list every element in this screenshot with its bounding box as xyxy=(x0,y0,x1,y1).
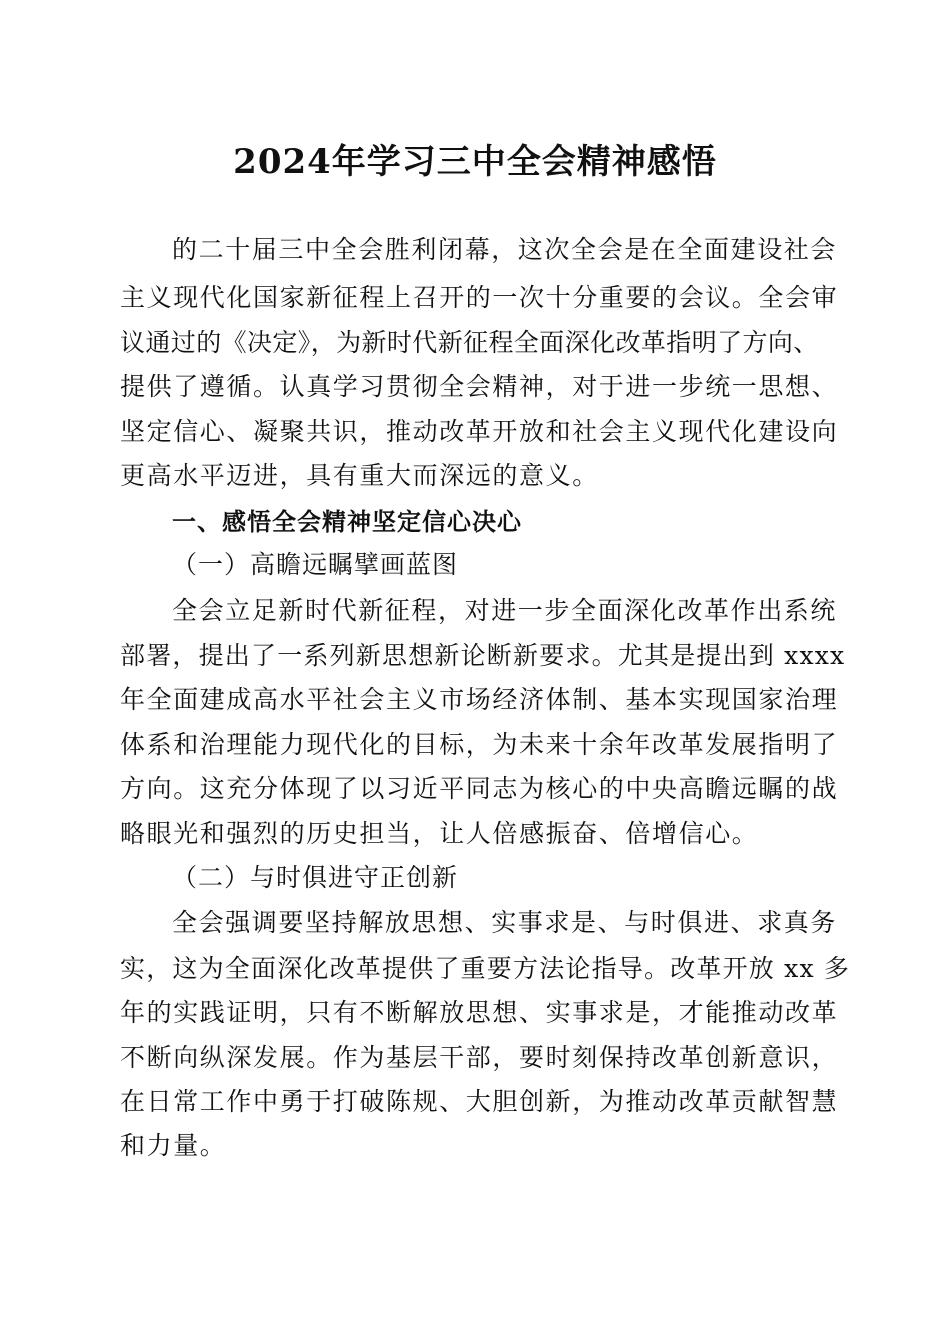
paragraph-line: 年全面建成高水平社会主义市场经济体制、基本实现国家治理 xyxy=(120,685,839,714)
paragraph-line: 和力量。 xyxy=(120,1131,227,1160)
subsection-heading: （二）与时俱进守正创新 xyxy=(172,863,459,892)
document-title: 2024年学习三中全会精神感悟 xyxy=(233,142,717,182)
subsection-heading: （一）高瞻远瞩擘画蓝图 xyxy=(172,550,459,579)
paragraph-line: 不断向纵深发展。作为基层干部，要时刻保持改革创新意识， xyxy=(120,1043,839,1072)
section-heading: 一、感悟全会精神坚定信心决心 xyxy=(172,508,522,536)
paragraph-line: 的二十届三中全会胜利闭幕，这次全会是在全面建设社会 xyxy=(172,235,838,264)
paragraph-line: 年的实践证明，只有不断解放思想、实事求是，才能推动改革 xyxy=(120,998,839,1027)
paragraph-line: 提供了遵循。认真学习贯彻全会精神，对于进一步统一思想、 xyxy=(120,372,839,401)
paragraph-line: 主义现代化国家新征程上召开的一次十分重要的会议。全会审 xyxy=(120,283,839,312)
paragraph-line: 在日常工作中勇于打破陈规、大胆创新，为推动改革贡献智慧 xyxy=(120,1087,839,1116)
paragraph-line: 部署，提出了一系列新思想新论断新要求。尤其是提出到 xxxx xyxy=(120,641,846,670)
paragraph-line: 方向。这充分体现了以习近平同志为核心的中央高瞻远瞩的战 xyxy=(120,774,839,803)
paragraph-line: 全会立足新时代新征程，对进一步全面深化改革作出系统 xyxy=(172,596,838,625)
paragraph-line: 体系和治理能力现代化的目标，为未来十余年改革发展指明了 xyxy=(120,730,839,759)
paragraph-line: 议通过的《决定》，为新时代新征程全面深化改革指明了方向、 xyxy=(120,328,819,357)
paragraph-line: 更高水平迈进，具有重大而深远的意义。 xyxy=(120,461,599,490)
paragraph-line: 坚定信心、凝聚共识，推动改革开放和社会主义现代化建设向 xyxy=(120,417,839,446)
paragraph-line: 全会强调要坚持解放思想、实事求是、与时俱进、求真务 xyxy=(172,908,838,937)
paragraph-line: 实，这为全面深化改革提供了重要方法论指导。改革开放 xx 多 xyxy=(120,954,851,983)
paragraph-line: 略眼光和强烈的历史担当，让人倍感振奋、倍增信心。 xyxy=(120,819,759,848)
